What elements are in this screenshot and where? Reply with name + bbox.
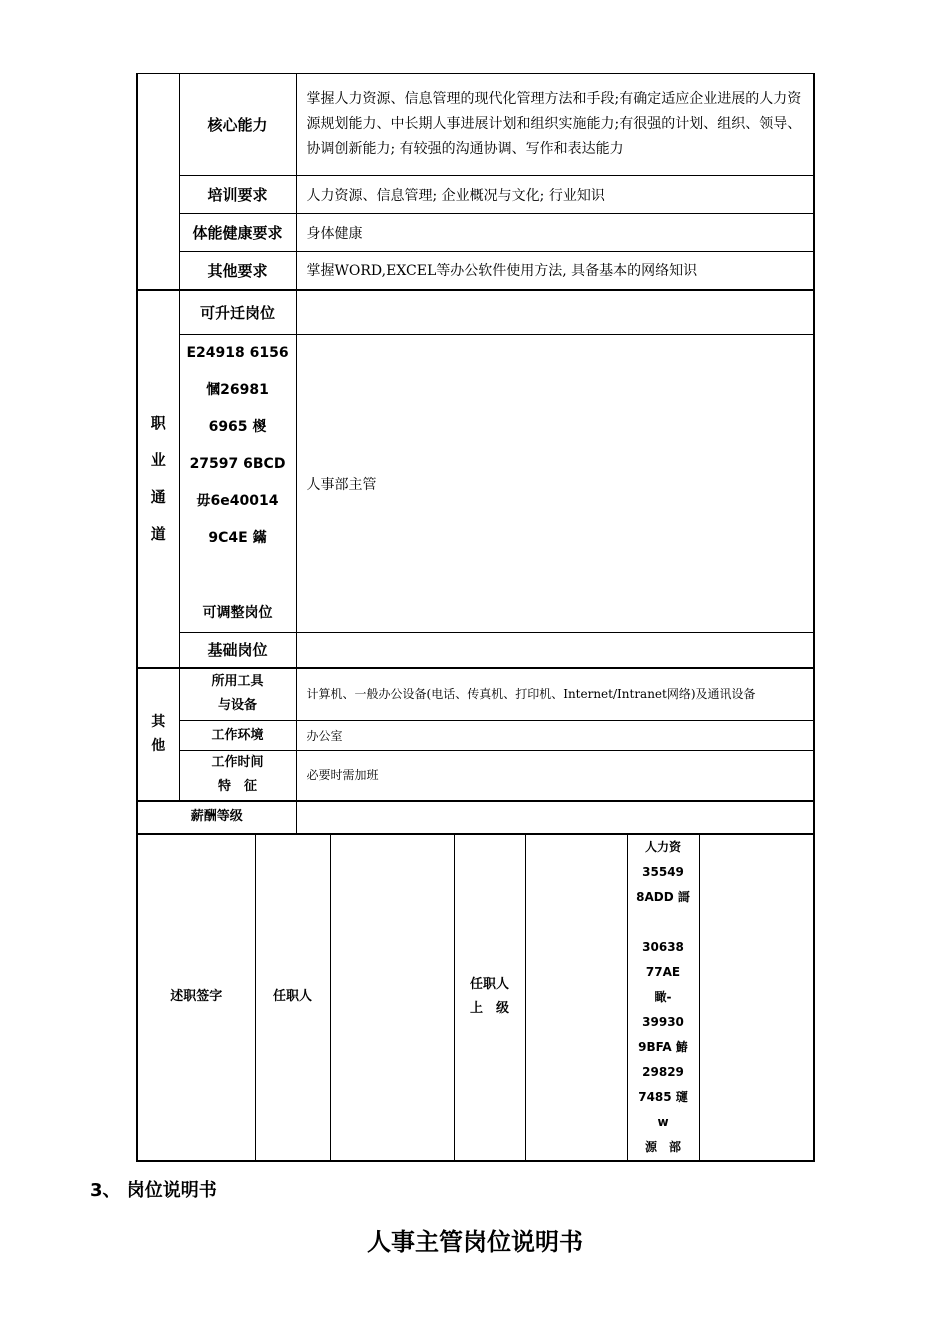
superior-label-line-1: 任职人 — [470, 977, 510, 992]
career-char-4: 道 — [150, 524, 166, 543]
code-line-1: E24918 6156 — [186, 345, 289, 361]
base-position-value — [296, 633, 814, 668]
document-title: 人事主管岗位说明书 — [367, 1228, 583, 1256]
promotion-value — [296, 290, 814, 335]
tools-value: 计算机、一般办公设备(电话、传真机、打印机、Internet/Intranet网络)及通讯设备 — [296, 668, 814, 721]
environment-label: 工作环境 — [179, 721, 296, 751]
base-position-label: 基础岗位 — [179, 633, 296, 668]
job-description-table — [136, 73, 815, 1162]
health-label: 体能健康要求 — [179, 214, 296, 252]
career-char-3: 通 — [150, 487, 166, 506]
code-line-4: 27597 6BCD — [189, 456, 286, 472]
superior-label-line-2: 上 级 — [470, 1001, 510, 1016]
hr-line-b9: 源 部 — [645, 1139, 682, 1154]
hr-department-label — [627, 834, 699, 1161]
career-char-2: 业 — [150, 450, 166, 469]
code-line-6: 9C4E 鏋 — [208, 530, 267, 546]
core-ability-value: 掌握人力资源、信息管理的现代化管理方法和手段;有确定适应企业进展的人力资源规划能力、中长期人事进展计划和组织实施能力;有很强的计划、组织、领导、协调创新能力; 有较强的沟通协调、写作和表达能力 — [296, 74, 814, 176]
superior-signature-field[interactable] — [525, 834, 627, 1161]
hr-signature-field[interactable] — [699, 834, 814, 1161]
qualification-section-cell — [137, 74, 179, 290]
hr-line-a3: 8ADD 謌 — [636, 889, 690, 904]
holder-label: 任职人 — [255, 834, 330, 1161]
hr-line-b4: 39930 — [642, 1014, 684, 1029]
training-label: 培训要求 — [179, 176, 296, 214]
career-path-section-label — [137, 290, 179, 668]
tools-label-line-2: 与设备 — [218, 698, 258, 714]
superior-label — [454, 834, 525, 1161]
code-line-2: 慖26981 — [206, 382, 269, 398]
hr-department-text — [628, 835, 699, 1160]
adjustable-code-block — [180, 335, 296, 632]
salary-label: 薪酬等级 — [137, 801, 296, 834]
others-char-2: 他 — [151, 738, 166, 754]
salary-value — [296, 801, 814, 834]
adjustable-position-label: 可调整岗位 — [202, 605, 273, 621]
hr-line-b7: 7485 璭 — [638, 1089, 688, 1104]
holder-signature-field[interactable] — [330, 834, 454, 1161]
hr-line-b3: 瞰- — [654, 989, 672, 1004]
hr-line-a2: 35549 — [642, 864, 684, 879]
code-line-5: 毋6e40014 — [196, 493, 279, 509]
other-requirements-value: 掌握WORD,EXCEL等办公软件使用方法, 具备基本的网络知识 — [296, 252, 814, 290]
hr-line-b5: 9BFA 鰆 — [638, 1039, 688, 1054]
code-line-3: 6965 椶 — [208, 419, 267, 435]
adjustable-position-cell — [179, 335, 296, 633]
career-char-1: 职 — [150, 413, 166, 432]
others-section-label — [137, 668, 179, 801]
core-ability-label: 核心能力 — [179, 74, 296, 176]
training-value: 人力资源、信息管理; 企业概况与文化; 行业知识 — [296, 176, 814, 214]
work-time-label-line-2: 特 征 — [218, 779, 258, 795]
work-time-value: 必要时需加班 — [296, 751, 814, 801]
tools-label — [179, 668, 296, 721]
others-char-1: 其 — [151, 714, 166, 730]
adjustable-position-value: 人事部主管 — [296, 335, 814, 633]
hr-line-b1: 30638 — [642, 939, 684, 954]
signature-label: 述职签字 — [137, 834, 255, 1161]
environment-value: 办公室 — [296, 721, 814, 751]
work-time-label — [179, 751, 296, 801]
hr-line-b2: 77AE — [645, 964, 681, 979]
hr-line-a1: 人力资 — [645, 839, 682, 854]
hr-line-b8: w — [657, 1114, 669, 1129]
promotion-label: 可升迁岗位 — [179, 290, 296, 335]
tools-label-line-1: 所用工具 — [211, 674, 264, 690]
other-requirements-label: 其他要求 — [179, 252, 296, 290]
health-value: 身体健康 — [296, 214, 814, 252]
section-heading: 3、 岗位说明书 — [90, 1180, 217, 1201]
work-time-label-line-1: 工作时间 — [211, 755, 264, 771]
hr-line-b6: 29829 — [642, 1064, 684, 1079]
